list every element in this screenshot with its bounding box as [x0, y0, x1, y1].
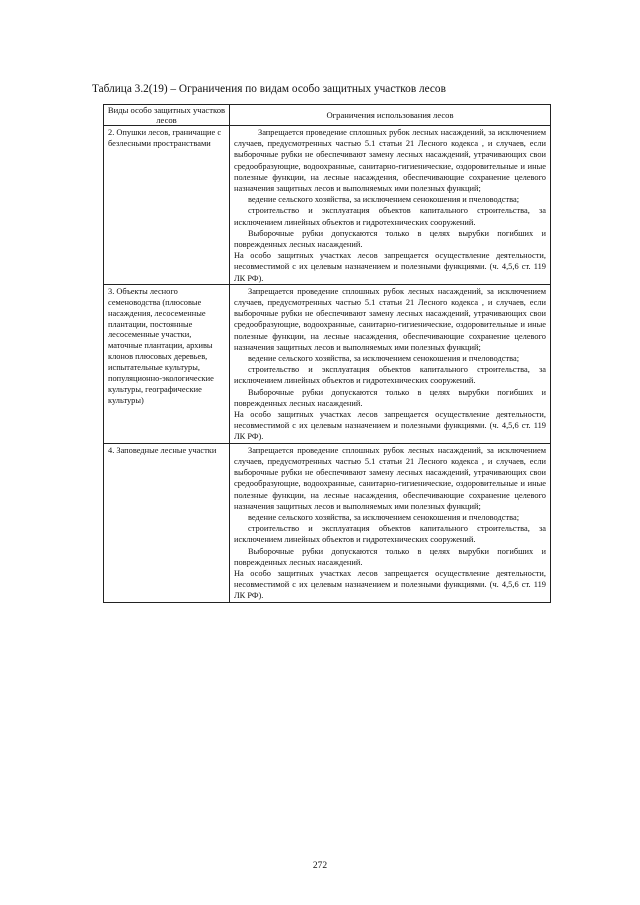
- restriction-paragraph: На особо защитных участках лесов запрещается осуществление деятельности, несовместимой с их целевым назначением и полезными функциями. (ч. 4,5,6 ст. 119 ЛК РФ).: [234, 251, 546, 283]
- restriction-paragraph: ведение сельского хозяйства, за исключением сенокошения и пчеловодства;: [248, 195, 520, 205]
- restriction-paragraph: На особо защитных участках лесов запрещается осуществление деятельности, несовместимой с их целевым назначением и полезными функциями. (ч. 4,5,6 ст. 119 ЛК РФ).: [234, 568, 546, 601]
- restrictions-cell: [230, 443, 551, 602]
- table-row: [104, 126, 551, 285]
- restriction-paragraph: Запрещается проведение сплошных рубок лесных насаждений, за исключением случаев, предусмотренных частью 5.1 статьи 21 Лесного кодекса , и случаев, если выборочные рубки не обеспечивают замену лесных насаждений, утрачивающих свои средообразующие, водоохранные, санитарно-гигиенические, оздоровительные и иные полезные функции, на лесные насаждения, обеспечивающие сохранение целевого назначения защитных лесов и выполняемых ими полезных функций;: [234, 445, 546, 511]
- table-row: [104, 443, 551, 602]
- table-row: [104, 284, 551, 443]
- table-header-row: [104, 105, 551, 126]
- restrictions-table: [103, 104, 551, 603]
- restriction-paragraph: Выборочные рубки допускаются только в целях вырубки погибших и поврежденных лесных насаждений.: [234, 546, 546, 567]
- header-restrictions: Ограничения использования лесов: [230, 105, 551, 126]
- restriction-paragraph: строительство и эксплуатация объектов капитального строительства, за исключением линейных объектов и гидротехнических сооружений.: [234, 206, 546, 227]
- restriction-paragraph: Запрещается проведение сплошных рубок лесных насаждений, за исключением случаев, предусмотренных частью 5.1 статьи 21 Лесного кодекса , и случаев, если выборочные рубки не обеспечивают замену лесных насаждений, утрачивающих свои средообразующие, водоохранные, санитарно-гигиенические, оздоровительные и иные полезные функции, на лесные насаждения, обеспечивающие сохранение целевого назначения защитных лесов и выполняемых ими полезных функций;: [234, 286, 546, 352]
- page-number: 272: [312, 861, 328, 871]
- restrictions-cell: [230, 284, 551, 443]
- table-caption: Таблица 3.2(19) – Ограничения по видам особо защитных участков лесов: [92, 83, 446, 95]
- restriction-paragraph: ведение сельского хозяйства, за исключением сенокошения и пчеловодства;: [248, 354, 520, 364]
- restriction-paragraph: строительство и эксплуатация объектов капитального строительства, за исключением линейных объектов и гидротехнических сооружений.: [234, 365, 546, 386]
- restriction-paragraph: Выборочные рубки допускаются только в целях вырубки погибших и поврежденных лесных насаждений.: [234, 228, 546, 250]
- area-type-cell: [104, 443, 230, 602]
- area-type-cell: [104, 284, 230, 443]
- area-type-text: 4. Заповедные лесные участки: [108, 445, 217, 455]
- restriction-paragraph: Выборочные рубки допускаются только в целях вырубки погибших и поврежденных лесных насаждений.: [234, 387, 546, 408]
- restriction-paragraph: ведение сельского хозяйства, за исключением сенокошения и пчеловодства;: [248, 512, 520, 522]
- restriction-paragraph: строительство и эксплуатация объектов капитального строительства, за исключением линейных объектов и гидротехнических сооружений.: [234, 524, 546, 545]
- restrictions-cell: [230, 126, 551, 285]
- restriction-paragraph: На особо защитных участках лесов запрещается осуществление деятельности, несовместимой с их целевым назначением и полезными функциями. (ч. 4,5,6 ст. 119 ЛК РФ).: [234, 410, 546, 442]
- area-type-text: 3. Объекты лесного семеноводства (плюсовые насаждения, лесосеменные плантации, постоянные лесосеменные участки, маточные плантации, архивы клонов плюсовых деревьев, испытательные культуры, популяционно-экологические культуры, географические культуры): [108, 286, 214, 405]
- area-type-text: 2. Опушки лесов, граничащие с безлесными пространствами: [108, 128, 222, 148]
- restriction-paragraph: Запрещается проведение сплошных рубок лесных насаждений, за исключением случаев, предусмотренных частью 5.1 статьи 21 Лесного кодекса , и случаев, если выборочные рубки не обеспечивают замену лесных насаждений, утрачивающих свои средообразующие, водоохранные, санитарно-гигиенические, оздоровительные и иные полезные функции, на лесные насаждения, обеспечивающие сохранение целевого назначения защитных лесов и выполняемых ими полезных функций;: [234, 128, 546, 194]
- header-area-type: Виды особо защитных участков лесов: [104, 105, 230, 126]
- area-type-cell: [104, 126, 230, 285]
